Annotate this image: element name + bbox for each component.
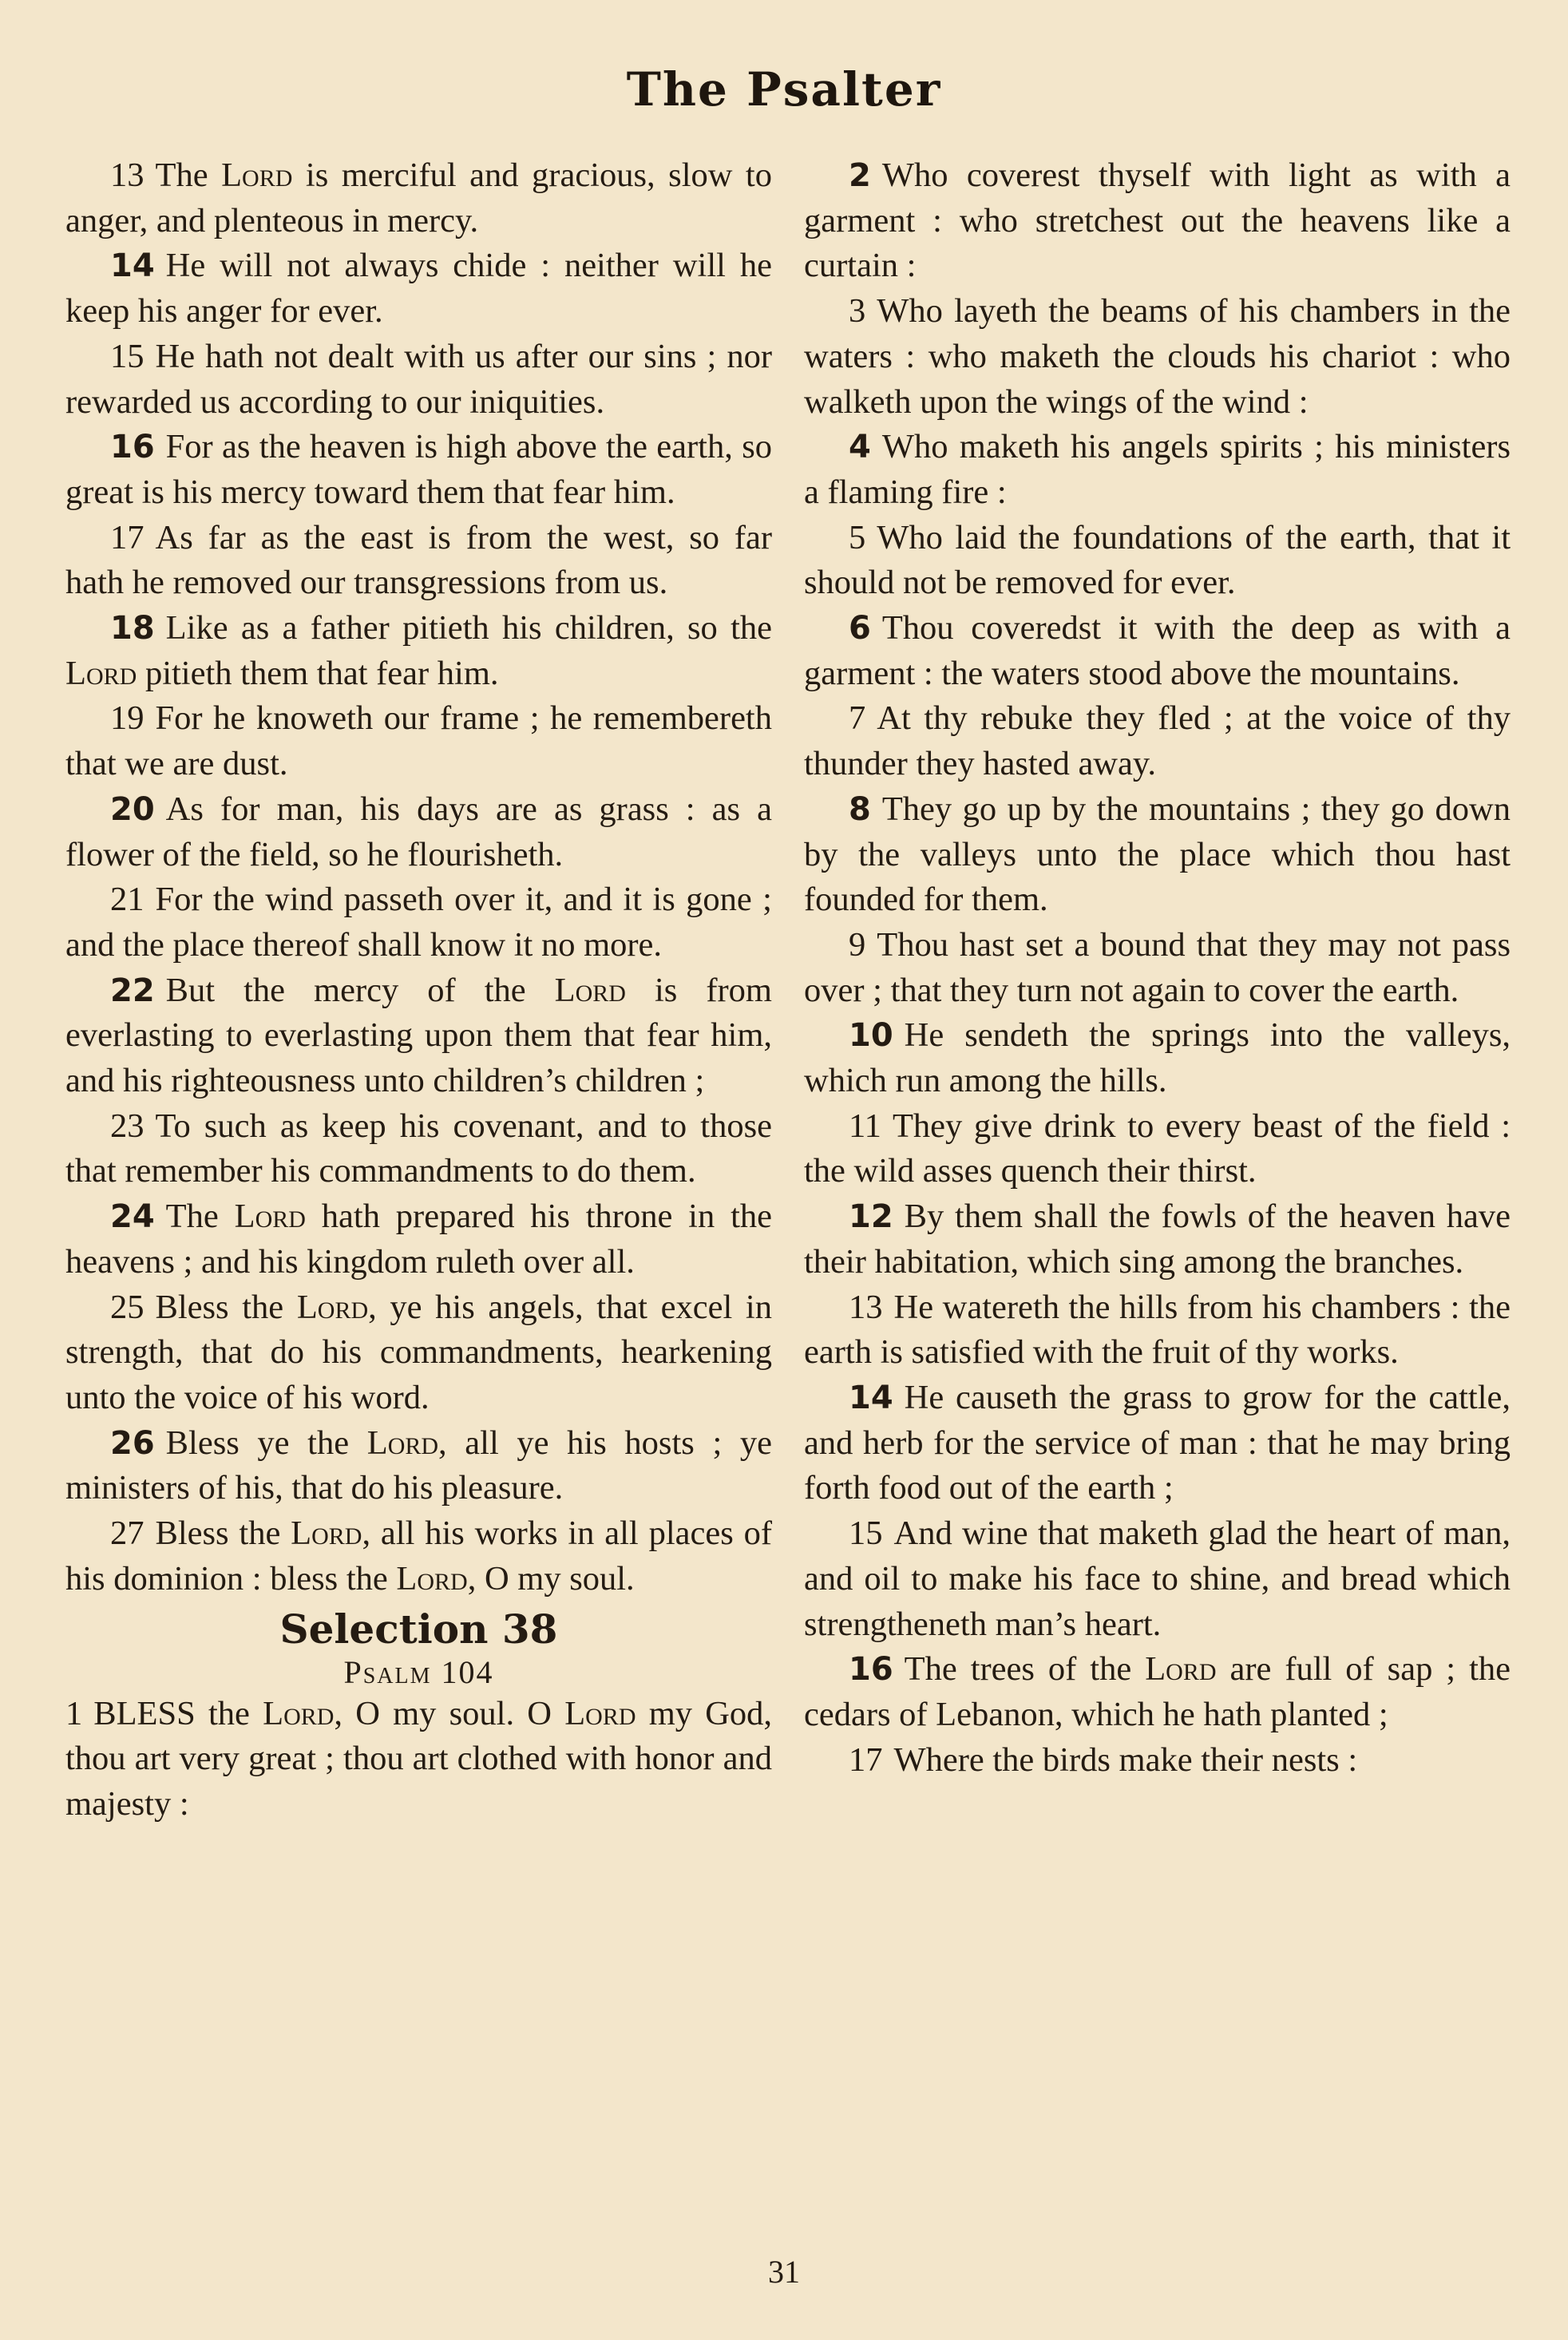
verse-number: 13 [110,156,145,194]
verse-text: is from everlasting to everlasting upon them that fear him, and his righteousness unto children’s children ; [65,971,772,1100]
verse [804,153,1511,289]
divine-name: Lord [396,1559,468,1598]
verse-text: are full of sap ; the cedars of Lebanon, which he hath planted ; [804,1650,1511,1733]
verse-number: 26 [110,1424,155,1462]
verse [804,425,1511,515]
page-number: 31 [768,2254,800,2290]
verse-text: , all his works in all places of his dominion : bless the [65,1514,772,1598]
verse [65,877,772,968]
verse-number: 13 [849,1288,883,1326]
verse [65,1692,772,1827]
verse-text: By them shall the fowls of the heaven have their habitation, which sing among the branches. [804,1198,1511,1281]
right-column [804,153,1511,1783]
verse [804,1194,1511,1285]
verse [65,153,772,244]
verse-text: The [155,156,222,194]
divine-name: Lord [263,1694,335,1732]
left-verses [65,153,772,1602]
verse-text: Like as a father pitieth his children, so the [165,609,772,647]
verse [804,606,1511,696]
divine-name: Lord [234,1198,306,1236]
verse-text: Bless the [155,1514,291,1553]
verse [65,606,772,696]
verse-number: 23 [110,1107,145,1145]
verse-text: He hath not dealt with us after our sins ; nor rewarded us according to our iniquities. [65,337,772,421]
verse-number: 9 [849,925,866,964]
verse-number: 18 [110,610,155,647]
verse-number: 21 [110,881,145,919]
verse-text: And wine that maketh glad the heart of man, and oil to make his face to shine, and bread which strengtheneth man’s heart. [804,1514,1511,1643]
verse [804,1013,1511,1103]
verse-number: 14 [849,1379,893,1416]
selection-heading: Selection 38 [279,1605,558,1653]
verse-text: Who coverest thyself with light as with a garment : who stretchest out the heavens like a curtain : [804,156,1511,285]
verse-text: , O my soul. [467,1559,635,1598]
verse [65,968,772,1104]
verse [65,1285,772,1421]
verse-text: For as the heaven is high above the earth, so great is his mercy toward them that fear him. [65,428,772,511]
verse-number: 25 [110,1288,145,1326]
verse [804,923,1511,1013]
verse-number: 17 [849,1740,883,1779]
verse-number: 10 [849,1017,893,1055]
verse-text: But the mercy of the [165,971,555,1009]
verse-number: 24 [110,1198,155,1236]
verse-text: They give drink to every beast of the field : the wild asses quench their thirst. [804,1107,1511,1190]
verse-text: As for man, his days are as grass : as a flower of the field, so he flourisheth. [65,790,772,873]
left-column [65,153,772,1827]
verse-text: For he knoweth our frame ; he remembereth that we are dust. [65,699,772,783]
verse-text: Who laid the foundations of the earth, that it should not be removed for ever. [804,518,1511,602]
divine-name: Lord [221,156,293,194]
verse-number: 6 [849,610,871,647]
verse [65,1104,772,1194]
verse-text: Who layeth the beams of his chambers in the waters : who maketh the clouds his chariot : who walketh upon the wings of the wind : [804,292,1511,421]
verse-text: Thou hast set a bound that they may not pass over ; that they turn not again to cover the earth. [804,925,1511,1009]
verse-text: To such as keep his covenant, and to those that remember his commandments to do them. [65,1107,772,1190]
verse [804,1647,1511,1737]
divine-name: Lord [65,654,137,692]
verse-number: 11 [849,1107,881,1145]
verse-number: 17 [110,518,145,556]
verse-text: He causeth the grass to grow for the cattle, and herb for the service of man : that he may bring forth food out of the earth ; [804,1378,1511,1507]
verse-number: 14 [110,247,155,285]
verse [65,696,772,786]
verse-number: 8 [849,790,871,828]
verse-text: The trees of the [904,1650,1146,1689]
verse [65,244,772,334]
verse-text: my God, thou art very great ; thou art clothed with honor and majesty : [65,1694,773,1823]
verse-text: As far as the east is from the west, so far hath he removed our transgressions from us. [65,518,772,602]
verse [65,1194,772,1285]
verse-number: 20 [110,790,155,828]
verse [65,1511,772,1602]
verse-text: pitieth them that fear him. [137,654,499,692]
verse-text: Bless the [155,1288,297,1326]
verse-number: 15 [849,1514,883,1553]
verse [804,1285,1511,1376]
verse-number: 16 [110,429,155,466]
verse [804,1376,1511,1511]
verse-number: 5 [849,518,866,556]
divine-name: Lord [296,1288,369,1326]
verse-text: He will not always chide : neither will he keep his anger for ever. [65,247,772,331]
divine-name: Lord [366,1423,439,1462]
verse-text: He watereth the hills from his chambers : the earth is satisfied with the fruit of thy works. [804,1288,1511,1372]
verse [804,1511,1511,1647]
verse-text: hath prepared his throne in the heavens ; and his kingdom ruleth over all. [65,1198,773,1281]
verse-number: 4 [849,429,871,466]
verse [804,1104,1511,1194]
verse-text: BLESS the [93,1694,263,1732]
verse [804,516,1511,606]
right-verses [804,153,1511,1783]
verse-number: 3 [849,292,866,331]
verse-text: At thy rebuke they fled ; at the voice of thy thunder they hasted away. [804,699,1511,783]
verse-text: , all ye his hosts ; ye ministers of his, that do his pleasure. [65,1423,773,1507]
divine-name: Lord [564,1694,636,1732]
verse [65,787,772,877]
verse-text: They go up by the mountains ; they go down by the valleys unto the place which thou hast founded for them. [804,790,1511,919]
selection-verses [65,1692,772,1827]
verse-text: For the wind passeth over it, and it is gone ; and the place thereof shall know it no more. [65,881,772,964]
verse-text: Thou coveredst it with the deep as with a garment : the waters stood above the mountains. [804,609,1511,692]
psalm-reference: Psalm 104 [343,1653,494,1690]
verse-text: , ye his angels, that excel in strength, that do his commandments, hearkening unto the voice of his word. [65,1288,772,1416]
verse [804,1738,1511,1784]
divine-name: Lord [1145,1650,1217,1689]
verse-text: He sendeth the springs into the valleys, which run among the hills. [804,1016,1511,1100]
verse [65,335,772,425]
verse-number: 1 [65,1694,83,1732]
page-title: The Psalter [626,62,942,117]
verse-text: Where the birds make their nests : [893,1740,1358,1779]
verse-number: 19 [110,699,145,738]
verse-text: Bless ye the [165,1423,367,1462]
verse [804,696,1511,786]
verse-text: Who maketh his angels spirits ; his ministers a flaming fire : [804,428,1511,511]
verse-number: 27 [110,1514,145,1553]
verse [65,516,772,606]
verse [65,425,772,515]
divine-name: Lord [554,971,626,1009]
verse-number: 16 [849,1651,893,1689]
verse [804,289,1511,425]
verse-number: 12 [849,1198,893,1236]
verse-number: 2 [849,157,871,194]
divine-name: Lord [291,1514,362,1553]
verse-text: The [165,1198,235,1236]
verse [65,1421,772,1511]
verse [804,787,1511,923]
verse-number: 7 [849,699,866,738]
verse-text: , O my soul. O [334,1694,565,1732]
verse-number: 15 [110,337,145,375]
verse-text: is merciful and gracious, slow to anger, and plenteous in mercy. [65,156,772,240]
verse-number: 22 [110,972,155,1009]
